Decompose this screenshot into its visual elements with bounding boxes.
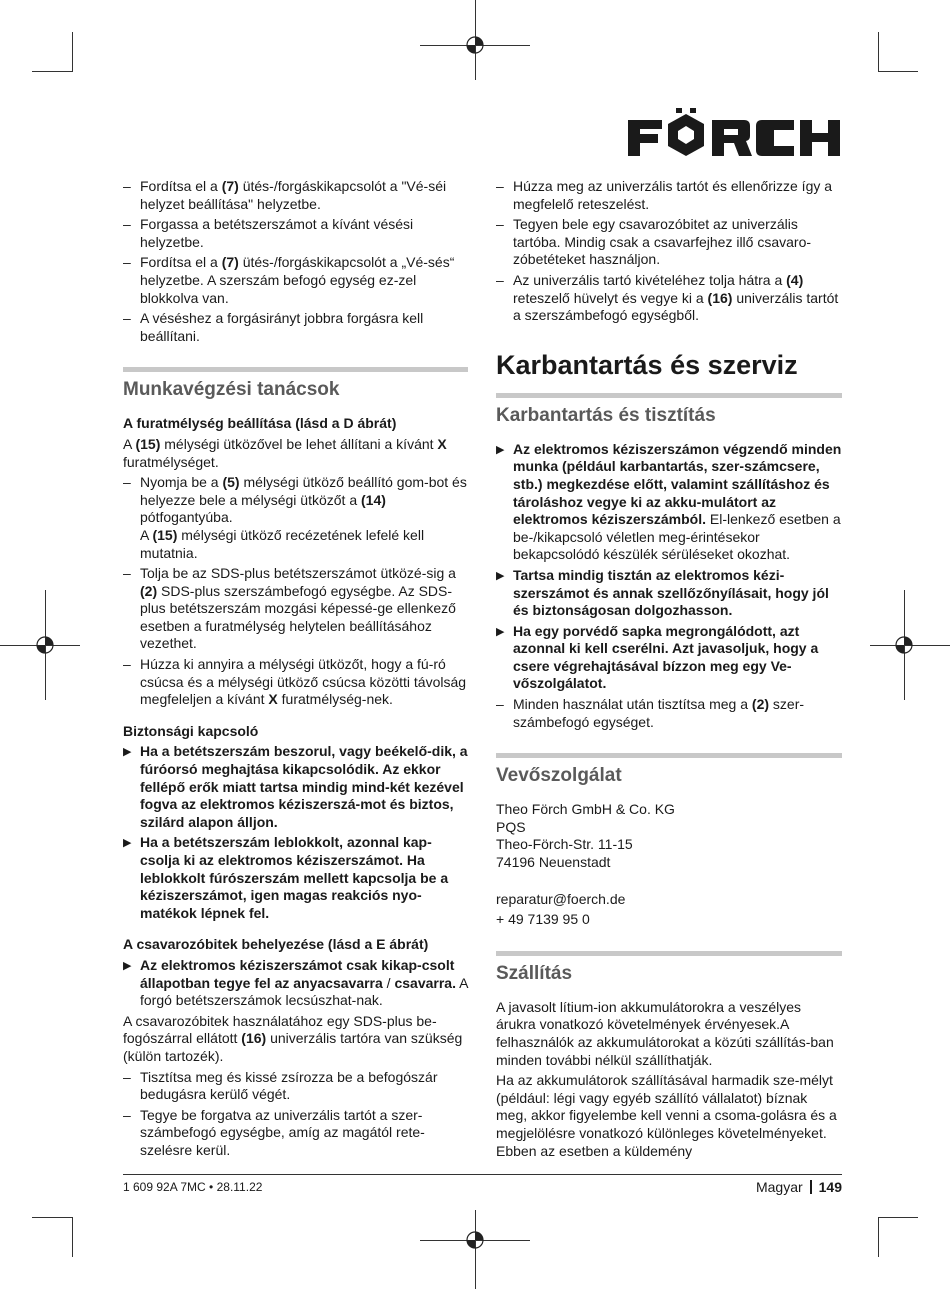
dash-list-item: – Fordítsa el a (7) ütés-/forgáskikapcsolót a „Vé-sés“ helyzetbe. A szerszám befogó egység ez-zel blokkolva van. — [123, 254, 468, 307]
dash-list-item: – Húzza ki annyira a mélységi ütközőt, hogy a fú-ró csúcsa és a mélységi ütköző csúcsa közötti távolság megfeleljen a kívánt X furatmélység-nek. — [123, 656, 468, 709]
registration-target-icon — [894, 635, 914, 655]
step-list — [123, 178, 468, 345]
safety-warnings — [123, 743, 468, 922]
main-title-maintenance-service: Karbantartás és szerviz — [496, 349, 798, 380]
depth-intro: A (15) mélységi ütközővel be lehet állítani a kívánt X furatmélységet. — [123, 435, 447, 470]
bits-heading: A csavarozóbitek behelyezése (lásd a E ábrát) — [123, 936, 429, 953]
dash-list-item: – Nyomja be a (5) mélységi ütköző beállító gom-bot és helyezze bele a mélységi ütközőt a (14) pótfogantyúba. A (15) mélységi ütköző recézetének lefelé kell mutatnia. — [123, 474, 468, 562]
registration-target-icon — [465, 35, 485, 55]
dash-list-item: – Tegyen bele egy csavarozóbitet az univerzális tartóba. Mindig csak a csavarfejhez illő csavaro-zóbetéteket használjon. — [496, 216, 842, 269]
footer-separator — [810, 1180, 812, 1194]
dash-list-item: – A véséshez a forgásirányt jobbra forgásra kell beállítani. — [123, 310, 468, 345]
language-label: Magyar — [755, 1179, 803, 1195]
bits-steps — [123, 1069, 468, 1160]
safety-switch-heading: Biztonsági kapcsoló — [123, 722, 259, 739]
crop-mark — [72, 1217, 73, 1257]
maintenance-warning: ▶ Ha egy porvédő sapka megrongálódott, azt azonnal ki kell cserélni. Azt javasoljuk, hogy a csere végrehajtásával bízzon meg egy Ve-vőszolgálatot. — [496, 623, 842, 693]
transport-paragraph: A javasolt lítium-ion akkumulátorokra a veszélyes árukra vonatkozó követelmények érvényesek.A felhasználók az akkumulátorokat a közúti szállítás-ban minden további nélkül szállíthatják. — [496, 998, 834, 1068]
right-column — [496, 178, 842, 1163]
section-title-customer-service: Vevőszolgálat — [496, 753, 842, 787]
crop-mark — [878, 1217, 918, 1218]
forch-logo — [628, 108, 842, 163]
maintenance-warning: ▶ Tartsa mindig tisztán az elektromos kézi-szerszámot és annak szellőzőnyílásait, hogy jól és biztonságosan dolgozhasson. — [496, 567, 842, 620]
dash-list-item: – Az univerzális tartó kivételéhez tolja hátra a (4) reteszelő hüvelyt és vegye ki a (16) univerzális tartót a szerszámbefogó egységből. — [496, 272, 842, 325]
email-address[interactable]: reparatur@foerch.de — [496, 890, 626, 907]
bits-paragraph: A csavarozóbitek használatához egy SDS-plus be-fogószárral ellátott (16) univerzális tartóra van szükség (külön tartozék). — [123, 1012, 463, 1064]
dash-list-item: – Tegye be forgatva az univerzális tartót a szer-számbefogó egységbe, amíg az magától rete-szelésre kerül. — [123, 1107, 468, 1160]
registration-target-icon — [465, 1230, 485, 1250]
page-number: 149 — [818, 1179, 842, 1195]
safety-warning: ▶ Ha a betétszerszám beszorul, vagy beékelő-dik, a fúróorsó meghajtása kikapcsolódik. Az ekkor fellépő erők miatt tartsa mindig mind-két kezével fogva az elektromos kéziszerszá-mot és biztos, szilárd alapon álljon. — [123, 743, 468, 831]
maintenance-step — [496, 696, 842, 731]
step-list — [496, 178, 842, 325]
dash-list-item: – Tisztítsa meg és kissé zsírozza be a befogószár bedugásra kerülő végét. — [123, 1069, 468, 1104]
department: PQS — [496, 818, 526, 835]
transport-paragraph: Ha az akkumulátorok szállításával harmadik sze-mélyt (például: légi vagy egyéb szállító vállalatot) bíznak meg, akkor figyelembe kell venni a csoma-golásra és a megjelölésre vonatkozó különleges követelményeket. Ebben az esetben a küldemény — [496, 1072, 837, 1159]
page-footer — [756, 1179, 842, 1195]
dash-list-item: – Húzza meg az univerzális tartót és ellenőrizze így a megfelelő reteszelést. — [496, 178, 842, 213]
section-title-maintenance: Karbantartás és tisztítás — [496, 393, 842, 427]
maintenance-warning: ▶ Az elektromos kéziszerszámon végzendő minden munka (például karbantartás, szer-számcsere, stb.) megkezdése előtt, valamint szállításhoz és tároláshoz vegye ki az akku-mulátort az elektromos kéziszerszámból. El-lenkező esetben a be-/kikapcsoló véletlen meg-érintésekor bekapcsolódó készülék sérüléseket okozhat. — [496, 441, 842, 564]
company-name: Theo Förch GmbH & Co. KG — [496, 801, 675, 818]
footer-rule — [123, 1174, 842, 1175]
dash-list-item: – Minden használat után tisztítsa meg a (2) szer-számbefogó egységet. — [496, 696, 842, 731]
crop-mark — [32, 1217, 72, 1218]
dash-list-item: – Fordítsa el a (7) ütés-/forgáskikapcsolót a "Vé-séi helyzet beállítása" helyzetbe. — [123, 178, 468, 213]
section-title-work-tips: Munkavégzési tanácsok — [123, 367, 468, 401]
document-code: 1 609 92A 7MC • 28.11.22 — [123, 1180, 263, 1194]
city-address: 74196 Neuenstadt — [496, 854, 611, 871]
street-address: Theo-Förch-Str. 11-15 — [496, 836, 633, 853]
safety-warning: ▶ Ha a betétszerszám leblokkolt, azonnal kap-csolja ki az elektromos kéziszerszámot. Ha leblokkolt fúrószerszám mellett kapcsolja be a kéziszerszámot, igen magas reakciós nyo-matékok lépnek fel. — [123, 834, 468, 922]
dash-list-item: – Forgassa a betétszerszámot a kívánt vésési helyzetbe. — [123, 216, 468, 251]
crop-mark — [878, 32, 879, 72]
depth-heading: A furatmélység beállítása (lásd a D ábrát) — [123, 415, 397, 432]
registration-target-icon — [35, 635, 55, 655]
crop-mark — [72, 32, 73, 72]
section-title-transport: Szállítás — [496, 951, 842, 985]
crop-mark — [32, 71, 72, 72]
crop-mark — [878, 1217, 879, 1257]
crop-mark — [878, 71, 918, 72]
phone-number: + 49 7139 95 0 — [496, 911, 590, 928]
dash-list-item: – Tolja be az SDS-plus betétszerszámot ütközé-sig a (2) SDS-plus szerszámbefogó egységbe. Az SDS-plus betétszerszám mozgási képessé-ge ellenkező esetben a furatmélység helytelen beállításához vezethet. — [123, 565, 468, 653]
left-column — [123, 178, 468, 1163]
bits-warning: ▶ Az elektromos kéziszerszámot csak kikap-csolt állapotban tegye fel az anyacsavarra / csavarra. A forgó betétszerszámok lecsúszhat-nak. — [123, 957, 468, 1010]
depth-steps — [123, 474, 468, 709]
